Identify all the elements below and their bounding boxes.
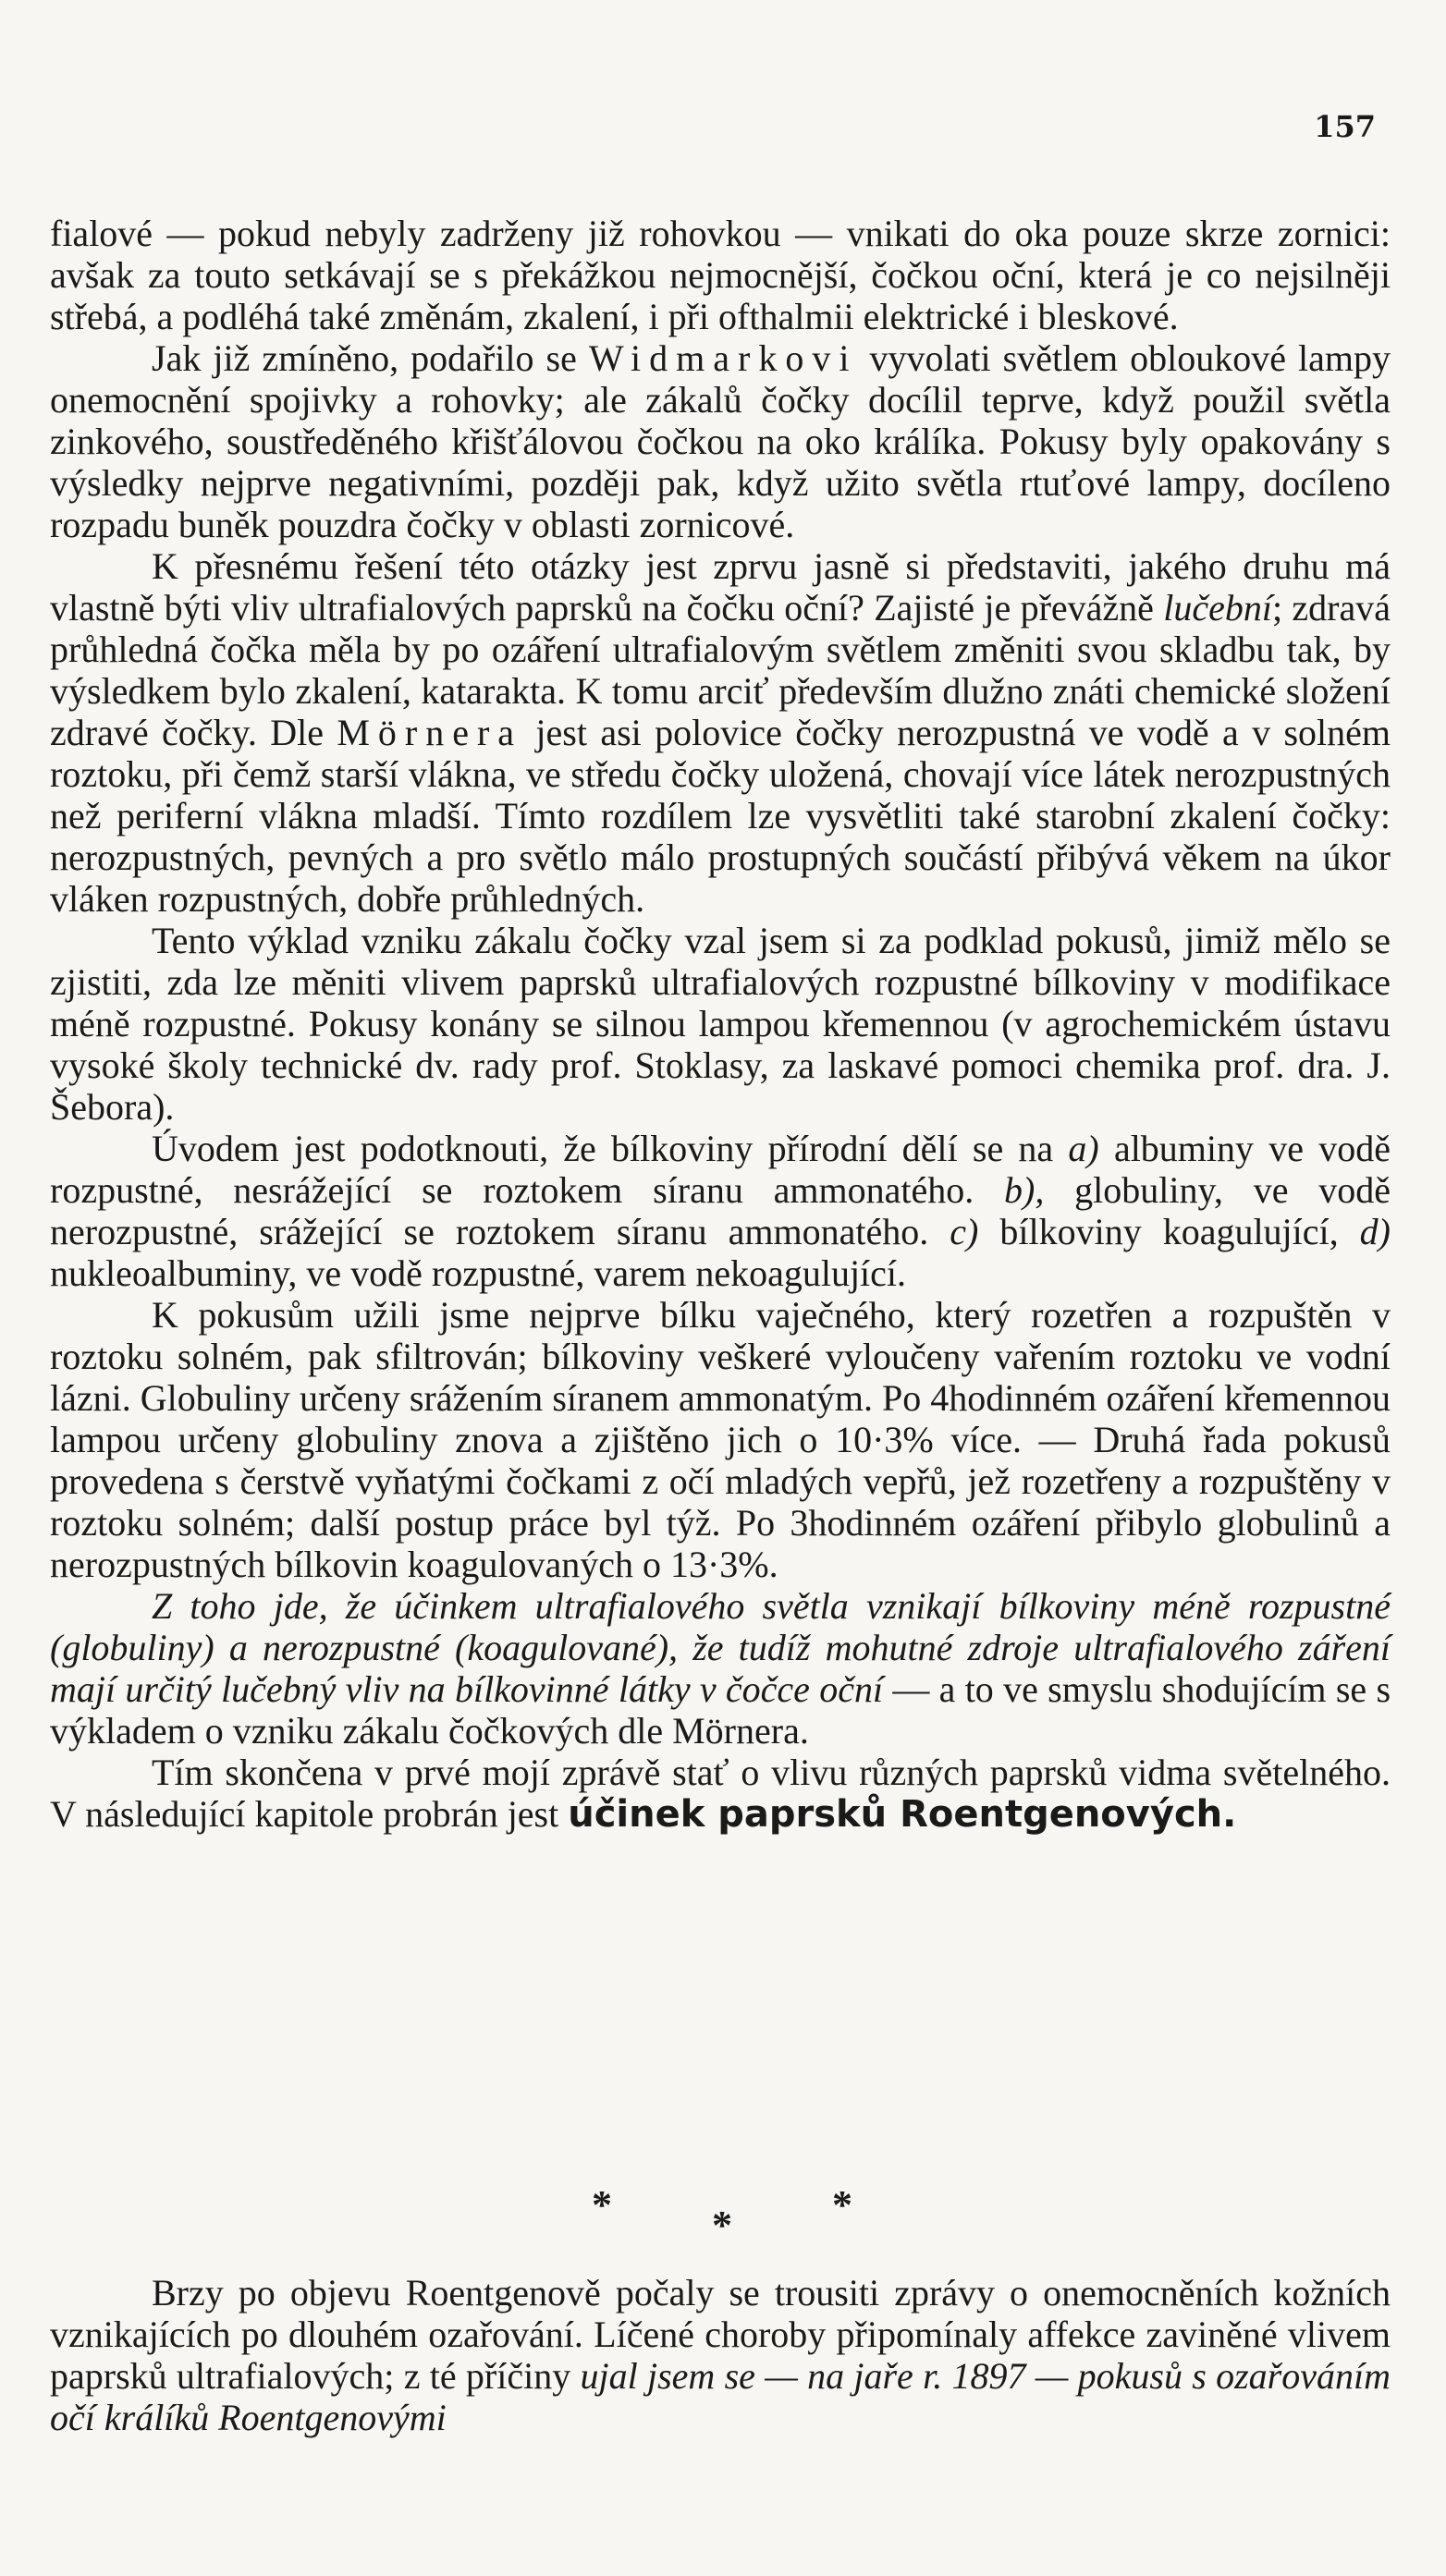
asterisk-2: * bbox=[712, 2203, 732, 2248]
section-teaser-roentgen: účinek paprsků Roentgenových. bbox=[568, 1793, 1237, 1836]
paragraph-6: K pokusům užili jsme nejprve bílku vaječného, který rozetřen a rozpuštěn v roztoku solném, pak sfiltrován; bílkoviny veškeré vyloučeny vařením roztoku ve vodní lázni. Globuliny určeny srážením síranem ammonatým. Po 4hodinném ozáření křemennou lampou určeny globuliny znova a zjištěno jich o 10·3% více. — Druhá řada pokusů provedena s čerstvě vyňatými čočkami z očí mladých vepřů, jež rozetřeny a rozpuštěny v roztoku solném; další postup práce byl týž. Po 3hodinném ozáření přibylo globulinů a nerozpustných bílkovin koagulovaných o 13·3%. bbox=[50, 1294, 1391, 1585]
paragraph-9 bbox=[50, 2272, 1391, 2438]
paragraph-4: Tento výklad vzniku zákalu čočky vzal jsem si za podklad pokusů, jimiž mělo se zjistiti, zda lze měniti vlivem paprsků ultrafialových rozpustné bílkoviny v modifikace méně rozpustné. Pokusy konány se silnou lampou křemennou (v agrochemickém ústavu vysoké školy technické dv. rady prof. Stoklasy, za laskavé pomoci chemika prof. dra. J. Šebora). bbox=[50, 920, 1391, 1128]
paragraph-7-text-b: — a to ve smyslu shodujícím se s výkladem o vzniku zákalu čočkových dle Mörnera. bbox=[50, 1668, 1391, 1752]
paragraph-9-text-a: Brzy po objevu Roentgenově počaly se trousiti zprávy o onemocněních kožních vznikajících po dlouhém ozařování. Líčené choroby připomínaly affekce zaviněné vlivem paprsků ultrafialových; z té příčiny bbox=[50, 2272, 1391, 2397]
paragraph-7 bbox=[50, 1585, 1391, 1752]
paragraph-8-text-a: Tím skončena v prvé mojí zprávě stať o vlivu různých paprsků vidma světelného. V následující kapitole probrán jest bbox=[50, 1752, 1391, 1835]
paragraph-3 bbox=[50, 545, 1391, 920]
paragraph-5-text-a: Úvodem jest podotknouti, že bílkoviny přírodní dělí se na bbox=[152, 1128, 1069, 1169]
paragraph-5-text-b: albuminy ve vodě rozpustné, nesrážející se roztokem síranu ammonatého. bbox=[50, 1128, 1391, 1211]
list-marker-a: a) bbox=[1068, 1128, 1099, 1169]
list-marker-b: b), bbox=[1004, 1169, 1045, 1211]
paragraph-5-text-e: nukleoalbuminy, ve vodě rozpustné, varem nekoagulující. bbox=[50, 1252, 907, 1294]
list-marker-c: c) bbox=[950, 1211, 979, 1252]
list-marker-d: d) bbox=[1359, 1211, 1391, 1252]
paragraph-2-text-b: vyvolati světlem obloukové lampy onemocnění spojivky a rohovky; ale zákalů čočky docílil teprve, když použil světla zinkového, soustředěného křišťálovou čočkou na oko králíka. Pokusy byly opakovány s výsledky nejprve negativními, později pak, když užito světla rtuťové lampy, docíleno rozpadu buněk pouzdra čočky v oblasti zornicové. bbox=[50, 337, 1391, 545]
paragraph-7-italic-conclusion: Z toho jde, že účinkem ultrafialového světla vznikají bílkoviny méně rozpustné (globuliny) a nerozpustné (koagulované), že tudíž mohutné zdroje ultrafialového záření mají určitý lučebný vliv na bílkovinné látky v čočce oční bbox=[50, 1585, 1391, 1710]
article-body-continued bbox=[50, 2272, 1391, 2438]
page-number: 157 bbox=[1314, 109, 1376, 144]
paragraph-3-text-c: jest asi polovice čočky nerozpustná ve vodě a v solném roztoku, při čemž starší vlákna, ve středu čočky uložená, chovají více látek nerozpustných než periferní vlákna mladší. Tímto rozdílem lze vysvětliti také starobní zkalení čočky: nerozpustných, pevných a pro světlo málo prostupných součástí přibývá věkem na úkor vláken rozpustných, dobře průhledných. bbox=[50, 712, 1391, 920]
author-name-widmark: Widmarkovi bbox=[588, 337, 858, 379]
paragraph-8 bbox=[50, 1752, 1391, 1836]
asterisk-3: * bbox=[832, 2182, 852, 2228]
section-divider-asterism bbox=[0, 2181, 1446, 2248]
paragraph-2 bbox=[50, 337, 1391, 545]
paragraph-1: fialové — pokud nebyly zadrženy již rohovkou — vnikati do oka pouze skrze zornici: avšak za touto setkávají se s překážkou nejmocnější, čočkou oční, která je co nejsilněji střebá, a podléhá také změnám, zkalení, i při ofthalmii elektrické i bleskové. bbox=[50, 213, 1391, 337]
paragraph-5 bbox=[50, 1128, 1391, 1294]
paragraph-3-text-b: ; zdravá průhledná čočka měla by po ozáření ultrafialovým světlem změniti svou skladbu tak, by výsledkem bylo zkalení, katarakta. K tomu arciť především dlužno znáti chemické složení zdravé čočky. Dle bbox=[50, 587, 1391, 753]
article-body bbox=[50, 213, 1391, 1836]
paragraph-2-text-a: Jak již zmíněno, podařilo se bbox=[152, 337, 589, 379]
paragraph-5-text-d: bílkoviny koagulující, bbox=[978, 1211, 1360, 1252]
author-name-morner: Mörnera bbox=[337, 712, 523, 753]
paragraph-3-text-a: K přesnému řešení této otázky jest zprvu jasně si představiti, jakého druhu má vlastně býti vliv ultrafialových paprsků na čočku oční? Zajisté je převážně bbox=[50, 545, 1391, 629]
paragraph-3-italic: lučební bbox=[1163, 587, 1272, 629]
asterisk-1: * bbox=[592, 2182, 612, 2228]
paragraph-5-text-c: globuliny, ve vodě nerozpustné, srážející se roztokem síranu ammonatého. bbox=[50, 1169, 1391, 1252]
paragraph-9-italic: ujal jsem se — na jaře r. 1897 — pokusů s ozařováním očí králíků Roentgenovými bbox=[50, 2355, 1391, 2438]
